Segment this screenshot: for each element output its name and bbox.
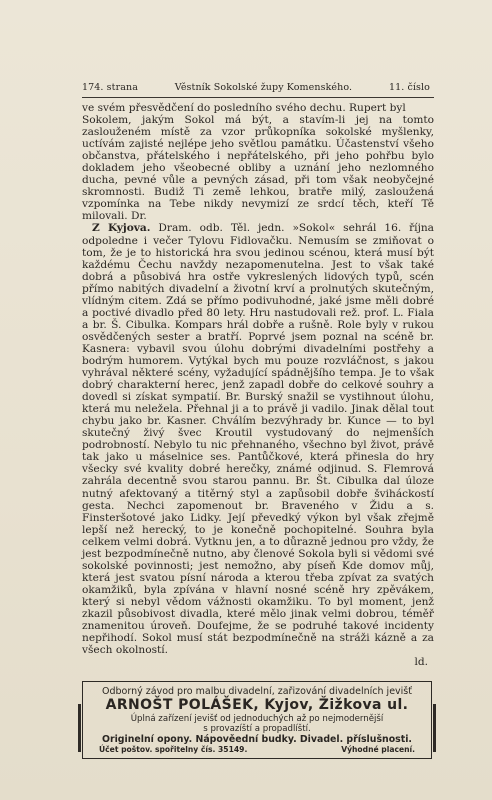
signature-line [82, 656, 434, 668]
running-header [82, 82, 430, 93]
page-number: 174. strana [82, 82, 138, 93]
ad-company-name: ARNOŠT POLÁŠEK, Kyjov, Žižkova ul. [105, 697, 409, 713]
ad-footer-line [93, 745, 421, 755]
report-signature: ld. [414, 656, 428, 669]
ad-business-type: Odborný závod pro malbu divadelní, zařizování divadelních jevišť [102, 686, 412, 697]
report-heading: Z Kyjova. [92, 222, 151, 235]
obituary-first-line: ve svém přesvědčení do posledního svého dechu. Rupert byl [82, 102, 406, 114]
issue-number: 11. číslo [388, 82, 430, 93]
ad-postal-account: Účet poštov. spořitelny čís. 35149. [99, 745, 248, 754]
advertisement-box [82, 681, 432, 759]
obituary-paragraph: Sokolem, jakým Sokol má být, a stavím-li jej na tomto zaslouženém místě za vzor průkopníka sokolské myšlenky, uctívám zajisté nejlépe jeho světlou památku. Účastenství všeho občanstva, přátelského i nepřátelského, při jeho pohřbu bylo dokladem jeho všeobecné obliby a uznání jeho nezlomného ducha, pevné vůle a pevných zásad, při tom však neobyčejné skromnosti. Budiž Ti země lehkou, bratře milý, zasloužená vzpomínka na Tebe nikdy nevymizí ze srdcí těch, kteří Tě milovali. Dr. [82, 114, 434, 223]
ad-services-line-2: s provazíští a propadlíští. [203, 724, 311, 734]
ad-right-bar [433, 704, 436, 752]
journal-title: Věstník Sokolské župy Komenského. [174, 82, 353, 93]
header-rule [82, 97, 434, 98]
report-paragraph [82, 222, 434, 656]
article-body [82, 102, 434, 668]
ad-services-line: Úplná zařízení jevišť od jednoduchých až po nejmodernější [130, 714, 384, 724]
ad-payment-terms: Výhodné placení. [341, 745, 415, 754]
ad-left-bar [78, 704, 81, 752]
report-text: Dram. odb. Těl. jedn. »Sokol« sehrál 16. října odpoledne i večer Tylovu Fidlovačku. Nemusím se zmiňovat o tom, že je to historická hra svou jedinou scénou, která musí být každému Čechu navždy nezapomenutelna. Jest to však také dobrá a působivá hra ostře vykreslených lidových typů, scén přímo nabitých divadelní a životní krví a prolnutých skutečným, vlídným citem. Zdá se přímo podivuhodné, jaké jsme měli dobré a poctivé divadlo před 80 lety. Hru nastudovali rež. prof. L. Fiala a br. Š. Cibulka. Kompars hrál dobře a rušně. Role byly v rukou osvědčených sester a bratří. Poprvé jsem poznal na scéně br. Kasnera: vybavil svou úlohu dobrými divadelními postřehy a bodrým humorem. Vytýkal bych mu pouze rozvláčnost, s jakou vyhrával některé scény, vyžadující spádnějšího tempa. Je to však dobrý charakterní herec, jenž zapadl dobře do celkové souhry a dovedl si získat sympatií. Br. Burský snažil se vystihnout úlohu, která mu neležela. Přehnal ji a to právě ji vadilo. Jinak dělal tout chybu jako br. Kasner. Chválím bezvýhrady br. Kunce — to byl skutečný živý švec Kroutil vystudovaný do nejmenších podrobností. Nebylo tu nic přehnaného, všechno byl život, právě tak jako u máselnice ses. Pantůčkové, která přinesla do hry všecky své kvality dobré herečky, známé odjinud. S. Flemrová zahrála decentně svou starou pannu. Br. Št. Cibulka dal úloze nutný afektovaný a titěrný styl a zapůsobil dobře šviháckostí gesta. Nechci zapomenout br. Braveného v Židu a s. Finsteršotové jako Lidky. Její převedký výkon byl však zřejmě lepší než herecký, to je konečně pochopitelné. Souhra byla celkem velmi dobrá. Vytknu jen, a to důrazně jednou pro vždy, že jest bezpodmínečně nutno, aby členové Sokola byli si vědomi své sokolské povinnosti; jest nemožno, aby píseň Kde domov můj, která jest svatou písní národa a kterou třeba zpívat za svatých okamžiků, byla zpívána v hlavní nosné scéně hry zpěvákem, který si nebyl vědom vážnosti okamžiku. To byl moment, jenž zkazil působivost divadla, které mělo jinak velmi dobrou, téměř znamenitou úroveň. Doufejme, že se podruhé takové incidenty nepřihodí. Sokol musí stát bezpodmínečně na stráži kázně a za všech okolností. [82, 222, 434, 657]
ad-products-line: Originelní opony. Nápověední budky. Divadel. příslušnosti. [102, 734, 412, 745]
